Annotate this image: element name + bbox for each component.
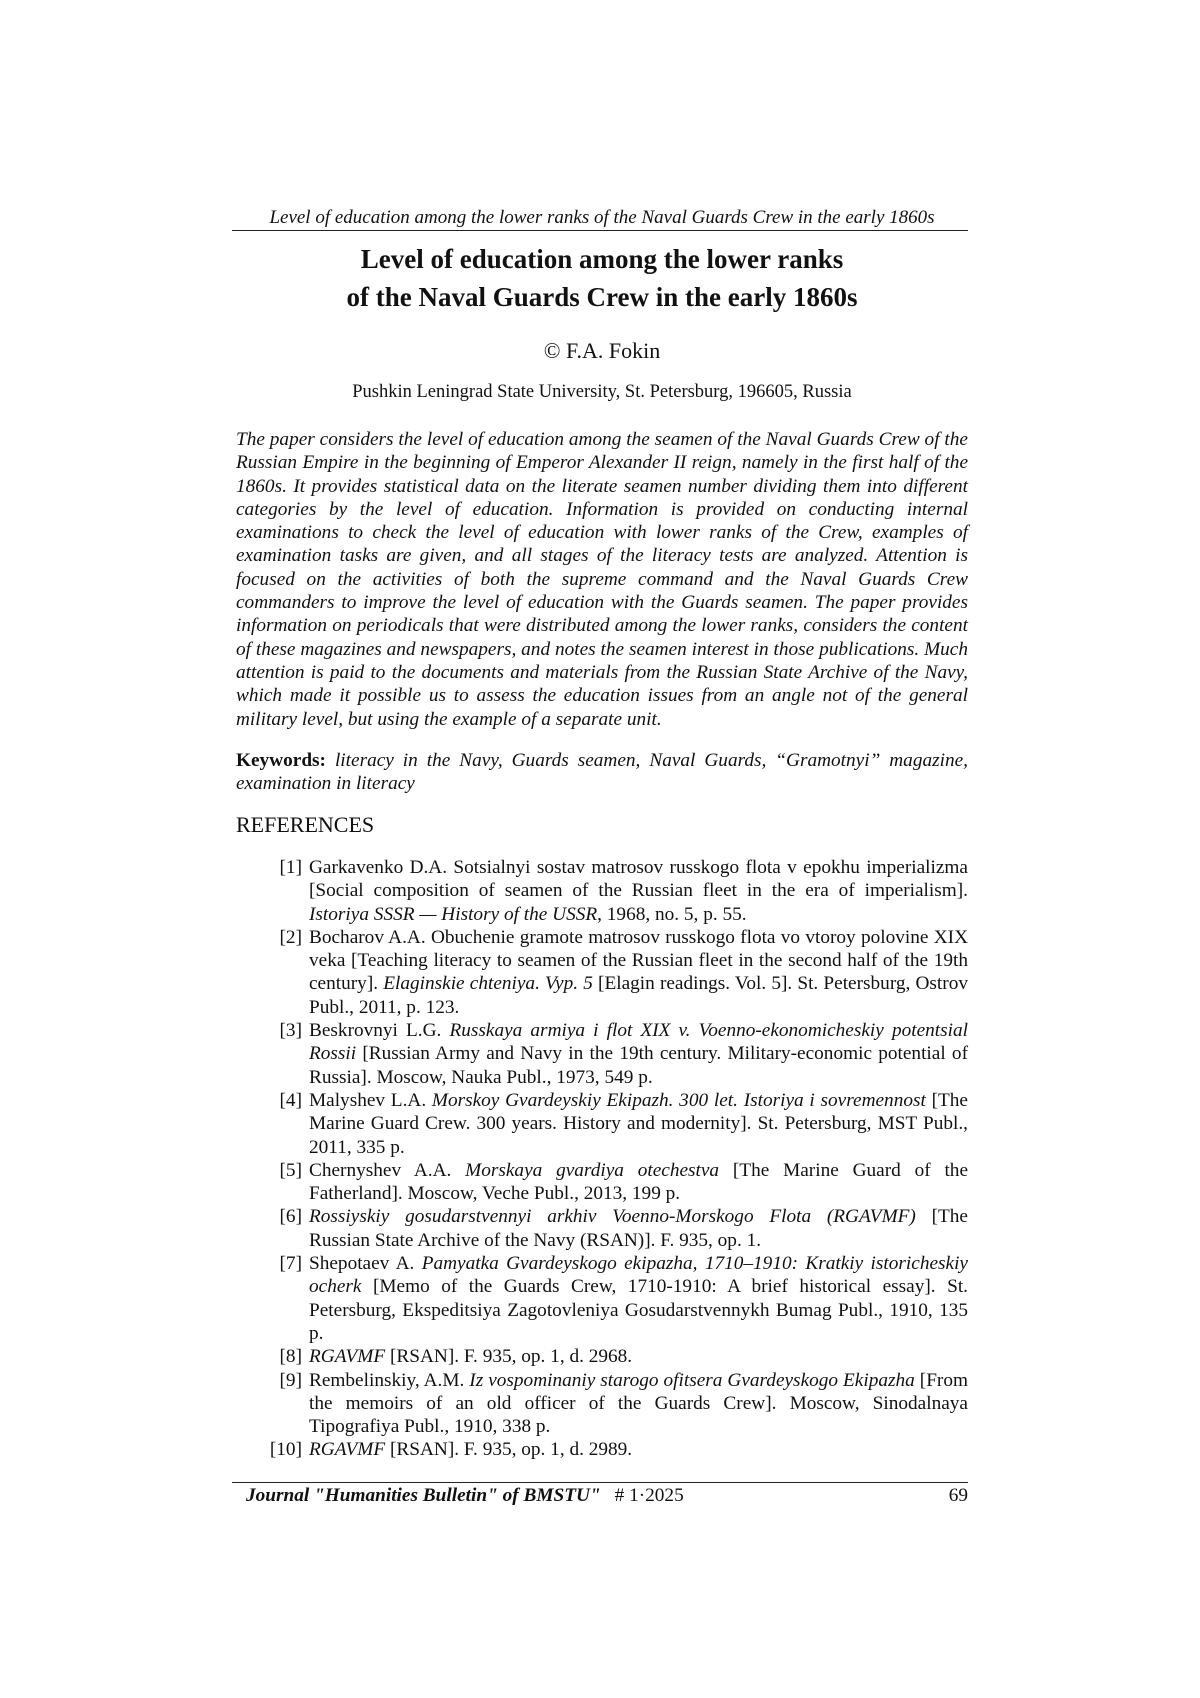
reference-item: [236, 1205, 968, 1252]
reference-text: [309, 1019, 968, 1089]
reference-text-segment: Bocharov A.A. Obuchenie gramote matrosov russkogo flota vo vtoroy polovine XIX veka [Teaching literacy to seamen of the Russian fleet in the second half of the 19th century].: [309, 926, 968, 995]
reference-text-segment: Shepotaev A.: [309, 1253, 422, 1275]
keywords-text: literacy in the Navy, Guards seamen, Naval Guards, “Gramotnyi” magazine, examination in literacy: [236, 750, 968, 795]
reference-title-italic: Pamyatka Gvardeyskogo ekipazha, 1710–1910: Kratkiy istoricheskiy ocherk: [309, 1253, 968, 1298]
header-rule: [232, 230, 968, 231]
references-list: [236, 856, 968, 1462]
reference-title-italic: Morskaya gvardiya otechestva: [465, 1159, 720, 1181]
reference-title-italic: RGAVMF: [309, 1346, 386, 1368]
reference-text-segment: [The Marine Guard Crew. 300 years. History and modernity]. St. Petersburg, MST Publ., 2011, 335 p.: [309, 1089, 968, 1158]
reference-text-segment: [Memo of the Guards Crew, 1710-1910: A brief historical essay]. St. Petersburg, Ekspeditsiya Zagotovleniya Gosudarstvennykh Bumag Publ., 1910, 135 p.: [309, 1276, 968, 1344]
reference-number: [3]: [279, 1020, 302, 1042]
abstract: The paper considers the level of education among the seamen of the Naval Guards Crew of the Russian Empire in the beginning of Emperor Alexander II reign, namely in the first half of the 1860s. It provides statistical data on the literate seamen number dividing them into different categories by the level of education. Information is provided on conducting internal examinations to check the level of education with lower ranks of the Crew, examples of examination tasks are given, and all stages of the literacy tests are analyzed. Attention is focused on the activities of both the supreme command and the Naval Guards Crew commanders to improve the level of education with the Guards seamen. The paper provides information on periodicals that were distributed among the lower ranks, considers the content of these magazines and newspapers, and notes the seamen interest in those publications. Much attention is paid to the documents and materials from the Russian State Archive of the Navy, which made it possible us to assess the education issues from an angle not of the general military level, but using the example of a separate unit.: [236, 429, 968, 730]
footer-rule: [232, 1482, 968, 1483]
reference-text-segment: [The Russian State Archive of the Navy (RSAN)]. F. 935, op. 1.: [309, 1206, 968, 1251]
references-heading: REFERENCES: [236, 812, 375, 837]
reference-text-segment: [RSAN]. F. 935, op. 1, d. 2968.: [385, 1346, 633, 1368]
reference-item: [236, 1019, 968, 1089]
reference-title-italic: Istoriya SSSR — History of the USSR: [309, 903, 598, 925]
journal-name: Journal "Humanities Bulletin" of BMSTU": [246, 1485, 601, 1506]
reference-title-italic: RGAVMF: [309, 1439, 386, 1461]
reference-text-segment: Malyshev L.A.: [309, 1089, 432, 1111]
issue-number: # 1·2025: [614, 1485, 684, 1506]
reference-text-segment: Garkavenko D.A. Sotsialnyi sostav matrosov russkogo flota v epokhu imperializma [Social composition of seamen of the Russian fleet in the era of imperialism].: [309, 857, 968, 902]
reference-text: [309, 1345, 968, 1368]
reference-text: [309, 1205, 968, 1252]
reference-title-italic: Elaginskie chteniya. Vyp. 5: [383, 973, 593, 995]
article-title: [236, 240, 968, 316]
reference-text: [309, 856, 968, 926]
reference-text: [309, 1089, 968, 1159]
reference-text-segment: [Russian Army and Navy in the 19th century. Military-economic potential of Russia]. Moscow, Nauka Publ., 1973, 549 p.: [309, 1043, 968, 1088]
reference-item: [236, 1252, 968, 1345]
keywords: [236, 749, 968, 796]
reference-number: [1]: [279, 857, 302, 878]
reference-text-segment: , 1968, no. 5, p. 55.: [597, 903, 747, 925]
reference-number: [4]: [279, 1089, 302, 1111]
title-line-2: of the Naval Guards Crew in the early 1860s: [346, 282, 858, 312]
reference-text: [309, 1438, 968, 1461]
reference-number: [2]: [279, 926, 302, 948]
page-footer: [236, 1484, 968, 1508]
page-number: 69: [948, 1485, 968, 1506]
reference-number: [8]: [279, 1346, 302, 1368]
reference-text-segment: [Elagin readings. Vol. 5]. St. Petersburg, Ostrov Publ., 2011, p. 123.: [309, 973, 968, 1018]
reference-title-italic: Iz vospominaniy starogo ofitsera Gvardeyskogo Ekipazha: [469, 1369, 915, 1391]
reference-text-segment: Chernyshev A.A.: [309, 1159, 466, 1181]
running-header: Level of education among the lower ranks of the Naval Guards Crew in the early 1860s: [269, 207, 935, 228]
reference-text: [309, 1159, 968, 1206]
reference-text: [309, 1252, 968, 1345]
affiliation: Pushkin Leningrad State University, St. Petersburg, 196605, Russia: [352, 382, 852, 402]
title-line-1: Level of education among the lower ranks: [360, 244, 844, 274]
reference-number: [5]: [279, 1159, 302, 1181]
reference-item: [236, 856, 968, 926]
reference-title-italic: Morskoy Gvardeyskiy Ekipazh. 300 let. Istoriya i sovremennost: [431, 1089, 926, 1111]
reference-number: [10]: [269, 1439, 302, 1461]
reference-text-segment: [RSAN]. F. 935, op. 1, d. 2989.: [385, 1439, 633, 1461]
reference-title-italic: Rossiyskiy gosudarstvennyi arkhiv Voenno-Morskogo Flota (RGAVMF): [309, 1206, 916, 1228]
reference-title-italic: Russkaya armiya i flot XIX v. Voenno-ekonomicheskiy potentsial Rossii: [309, 1020, 969, 1065]
author: © F.A. Fokin: [543, 338, 661, 363]
reference-text-segment: [The Marine Guard of the Fatherland]. Moscow, Veche Publ., 2013, 199 p.: [309, 1159, 968, 1205]
reference-number: [9]: [279, 1369, 302, 1391]
reference-item: [236, 1345, 968, 1368]
reference-item: [236, 1369, 968, 1439]
reference-number: [6]: [279, 1206, 302, 1228]
reference-text: [309, 1369, 968, 1439]
reference-text-segment: [From the memoirs of an old officer of the Guards Crew]. Moscow, Sinodalnaya Tipografiya Publ., 1910, 338 p.: [309, 1369, 968, 1438]
keywords-label: Keywords:: [236, 750, 326, 771]
reference-item: [236, 1159, 968, 1206]
reference-item: [236, 926, 968, 1019]
reference-text-segment: Beskrovnyi L.G.: [309, 1020, 450, 1042]
reference-text-segment: Rembelinskiy, A.M.: [309, 1369, 470, 1391]
reference-item: [236, 1089, 968, 1159]
reference-item: [236, 1438, 968, 1461]
reference-text: [309, 926, 968, 1019]
reference-number: [7]: [279, 1253, 302, 1275]
